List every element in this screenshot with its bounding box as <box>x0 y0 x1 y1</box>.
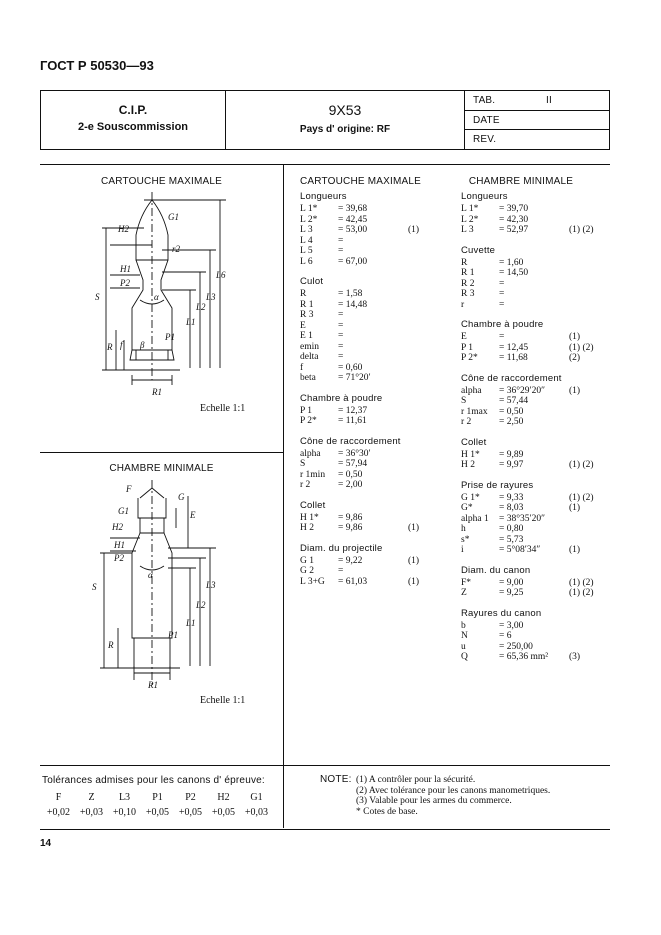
cartouche-group <box>300 276 450 384</box>
chambre-row <box>461 407 611 418</box>
chambre-row <box>461 258 611 269</box>
label-r2: r2 <box>172 244 181 254</box>
chambre-cell-n: E <box>461 332 467 342</box>
drawing-top-scale: Echelle 1:1 <box>200 403 246 414</box>
page-header: ГОСТ Р 50530—93 <box>40 58 154 73</box>
cartouche-row <box>300 310 450 321</box>
cartouche-row <box>300 566 450 577</box>
label-p1b: P1 <box>168 630 178 640</box>
chambre-cell-v: = 5°08′34″ <box>499 545 541 555</box>
cartouche-row <box>300 289 450 300</box>
chambre-cell-v: = 39,70 <box>499 204 529 214</box>
cartouche-cell-n: S <box>300 459 306 469</box>
label-sb: S <box>92 582 97 592</box>
cartouche-cell-v: = 57,94 <box>338 459 368 469</box>
drawing-bottom-scale: Echelle 1:1 <box>200 695 246 706</box>
chambre-row <box>461 353 611 364</box>
label-g1: G1 <box>168 212 179 222</box>
chambre-cell-note: (1) <box>569 503 581 513</box>
label-l2: L2 <box>196 302 206 312</box>
cartouche-row <box>300 470 450 481</box>
tolerance-header: P2 <box>185 792 196 803</box>
chambre-group <box>461 319 611 364</box>
chambre-cell-v: = 1,60 <box>499 257 524 268</box>
chambre-cell-note: (2) <box>569 353 581 363</box>
label-r1: R1 <box>152 387 162 397</box>
tolerance-value: +0,03 <box>79 807 104 818</box>
chambre-cell-v: = 9,00 <box>499 577 524 588</box>
chambre-row <box>461 524 611 535</box>
chambre-row <box>461 417 611 428</box>
chambre-row <box>461 514 611 525</box>
cartouche-cell-n: L 4 <box>300 235 313 246</box>
chambre-cell-v: = 6 <box>499 631 512 641</box>
chambre-cell-note: (1) <box>569 385 581 396</box>
chambre-row <box>461 503 611 514</box>
chambre-cell-n: S <box>461 396 467 406</box>
label-l1: L1 <box>186 317 196 327</box>
chambre-group <box>461 245 611 311</box>
notes-label: NOTE: <box>320 774 352 785</box>
chambre-cell-v: = 36°29′20″ <box>499 385 546 396</box>
chambre-cell-n: b <box>461 620 466 631</box>
chambre-cell-v: = 65,36 mm² <box>499 652 549 662</box>
label-h2: H2 <box>118 224 129 234</box>
tab-value: II <box>546 95 552 106</box>
chambre-cell-v: = 5,73 <box>499 534 524 545</box>
cartouche-cell-note: (1) <box>408 555 420 566</box>
chambre-cell-v: = <box>499 332 505 342</box>
tolerance-value: +0,05 <box>145 807 170 818</box>
cartouche-cell-n: H 1* <box>300 512 319 523</box>
chambre-cell-n: G 1* <box>461 492 480 503</box>
chambre-cell-n: P 1 <box>461 342 474 353</box>
label-l3b: L3 <box>206 580 216 590</box>
cartouche-group-title: Longueurs <box>300 191 347 202</box>
chambre-cell-n: r 2 <box>461 417 472 427</box>
cartouche-cell-n: L 3 <box>300 225 313 235</box>
commission-name: 2-e Souscommission <box>77 121 189 133</box>
chambre-row <box>461 386 611 397</box>
label-s: S <box>95 292 100 302</box>
cartouche-group <box>300 543 450 588</box>
cartouche-cell-n: R 3 <box>300 310 314 320</box>
cartouche-row <box>300 363 450 374</box>
chambre-group <box>461 437 611 471</box>
chambre-cell-v: = 11,68 <box>499 353 528 363</box>
label-l1b: L1 <box>186 618 196 628</box>
chambre-cell-n: R 3 <box>461 289 475 299</box>
chambre-cell-n: h <box>461 524 466 534</box>
chambre-cell-n: alpha 1 <box>461 513 489 524</box>
note-item: (3) Valable pour les armes du commerce. <box>356 796 512 806</box>
cartouche-row <box>300 236 450 247</box>
label-g1b: G1 <box>118 506 129 516</box>
chambre-cell-v: = 0,80 <box>499 524 524 534</box>
tolerance-header: Z <box>88 792 95 803</box>
chambre-cell-n: i <box>461 545 464 555</box>
cartouche-cell-v: = 71°20′ <box>338 373 371 383</box>
cartouche-cell-v: = <box>338 341 344 352</box>
chambre-row <box>461 642 611 653</box>
chambre-group <box>461 565 611 599</box>
tolerance-value: +0,02 <box>46 807 71 818</box>
chambre-row <box>461 460 611 471</box>
label-h2b: H2 <box>112 522 123 532</box>
cartouche-cell-n: emin <box>300 341 319 352</box>
chambre-row <box>461 545 611 556</box>
chambre-row <box>461 578 611 589</box>
label-p2b: P2 <box>114 553 124 563</box>
chambre-cell-n: r 1max <box>461 406 488 417</box>
chambre-row <box>461 631 611 642</box>
chambre-cell-n: P 2* <box>461 353 478 363</box>
origin: Pays d' origine: RF <box>299 124 391 135</box>
cartouche-cell-n: R 1 <box>300 299 314 310</box>
chambre-cell-note: (1) (2) <box>569 492 594 503</box>
label-r1b: R1 <box>148 680 158 690</box>
cartouche-cell-v: = <box>338 320 344 331</box>
chambre-cell-v: = <box>499 278 505 289</box>
cartouche-cell-v: = 36°30′ <box>338 448 371 459</box>
tab-label: TAB. <box>473 95 496 106</box>
drawing-bottom-title: CHAMBRE MINIMALE <box>109 463 214 474</box>
label-E: E <box>190 510 196 520</box>
label-l3: L3 <box>206 292 216 302</box>
chambre-group-title: Cône de raccordement <box>461 372 562 384</box>
label-G: G <box>178 492 185 502</box>
chambre-cell-n: F* <box>461 577 472 588</box>
cartouche-cell-n: r 1min <box>300 469 326 480</box>
chambre-row <box>461 621 611 632</box>
chambre-cell-n: G* <box>461 503 473 513</box>
title-block <box>40 90 610 150</box>
cartouche-row <box>300 331 450 342</box>
chambre-cell-n: Q <box>461 652 468 662</box>
cartouche-section <box>300 176 450 587</box>
cartouche-row <box>300 459 450 470</box>
chambre-cell-v: = 38°35′20″ <box>499 513 546 524</box>
cartouche-row <box>300 342 450 353</box>
chambre-row <box>461 450 611 461</box>
cartouche-cell-v: = 0,50 <box>338 469 363 480</box>
cartouche-row <box>300 406 450 417</box>
chambre-cell-v: = 3,00 <box>499 620 524 631</box>
cartouche-row <box>300 215 450 226</box>
cartouche-cell-v: = 14,48 <box>338 299 368 310</box>
chambre-cell-v: = 9,33 <box>499 492 524 503</box>
label-l2b: L2 <box>196 600 206 610</box>
chambre-cell-v: = <box>499 289 505 299</box>
cartouche-group-title: Cône de raccordement <box>300 435 401 447</box>
chambre-cell-v: = 12,45 <box>499 342 529 353</box>
cartouche-cell-n: delta <box>300 352 319 362</box>
notes <box>320 775 610 817</box>
tolerance-header: F <box>55 792 62 803</box>
chambre-row <box>461 652 611 663</box>
chambre-row <box>461 332 611 343</box>
cartouche-row <box>300 225 450 236</box>
chambre-cell-v: = <box>499 299 505 310</box>
cartouche-cell-n: r 2 <box>300 480 311 490</box>
chambre-cell-n: alpha <box>461 385 482 396</box>
chambre-cell-n: H 1* <box>461 449 480 460</box>
chambre-row <box>461 215 611 226</box>
chambre-cell-v: = 2,50 <box>499 417 524 427</box>
chambre-cell-note: (1) <box>569 332 581 342</box>
chambre-group <box>461 480 611 556</box>
cartouche-cell-n: L 2* <box>300 214 318 225</box>
cartouche-cell-v: = 9,86 <box>338 512 363 523</box>
chambre-group-title: Diam. du canon <box>461 564 531 576</box>
cartouche-cell-n: G 2 <box>300 566 314 576</box>
notes-list <box>356 775 550 817</box>
cartouche-cell-n: f <box>300 362 304 373</box>
chambre-row <box>461 225 611 236</box>
chambre-group-title: Chambre à poudre <box>461 319 544 330</box>
label-r: R <box>107 342 113 352</box>
cartouche-group <box>300 191 450 267</box>
chambre-group <box>461 373 611 428</box>
chambre-cell-n: N <box>461 631 468 641</box>
chambre-group-title: Cuvette <box>461 244 496 256</box>
chambre-cell-v: = 9,25 <box>499 588 524 598</box>
chambre-row <box>461 279 611 290</box>
cartouche-row <box>300 352 450 363</box>
chambre-row <box>461 343 611 354</box>
cartouche-group <box>300 436 450 491</box>
chambre-cell-v: = 57,44 <box>499 396 529 406</box>
cartouche-row <box>300 373 450 384</box>
label-f: f <box>120 340 123 350</box>
cartouche-cell-v: = 9,22 <box>338 555 363 566</box>
chambre-cell-n: R 1 <box>461 268 475 278</box>
cartouche-row <box>300 204 450 215</box>
chambre-cell-v: = 42,30 <box>499 214 529 225</box>
cartouche-title: CARTOUCHE MAXIMALE <box>300 176 422 187</box>
cartouche-cell-n: L 1* <box>300 204 318 214</box>
cartridge-drawing <box>40 190 283 400</box>
chamber-drawing <box>40 478 283 698</box>
cartouche-cell-n: G 1 <box>300 555 314 566</box>
cartouche-cell-note: (1) <box>408 576 420 587</box>
label-h1b: H1 <box>114 540 125 550</box>
cartouche-cell-n: E <box>300 320 306 331</box>
chambre-cell-note: (1) <box>569 545 581 555</box>
cartouche-cell-n: L 3+G <box>300 576 325 587</box>
chambre-cell-note: (1) (2) <box>569 588 594 598</box>
chambre-cell-v: = 8,03 <box>499 503 524 513</box>
cartouche-row <box>300 416 450 427</box>
cartouche-cell-n: P 2* <box>300 416 317 426</box>
cartouche-row <box>300 449 450 460</box>
chambre-cell-n: r <box>461 299 465 310</box>
tolerance-value: +0,05 <box>178 807 203 818</box>
chambre-row <box>461 268 611 279</box>
cartouche-cell-n: alpha <box>300 448 321 459</box>
chambre-section <box>461 176 611 663</box>
chambre-group-title: Prise de rayures <box>461 479 534 491</box>
cartouche-cell-v: = <box>338 235 344 246</box>
cartouche-row <box>300 300 450 311</box>
cartouche-cell-v: = <box>338 566 344 576</box>
chambre-cell-note: (1) (2) <box>569 460 594 470</box>
cartouche-groups <box>300 191 450 587</box>
cartouche-cell-n: E 1 <box>300 331 313 341</box>
chambre-cell-v: = 250,00 <box>499 641 533 652</box>
cartouche-cell-v: = 1,58 <box>338 289 363 299</box>
rev-label: REV. <box>473 134 497 145</box>
cartouche-row <box>300 577 450 588</box>
chambre-cell-v: = 52,97 <box>499 225 529 235</box>
cartouche-cell-v: = 2,00 <box>338 480 363 490</box>
cartouche-row <box>300 523 450 534</box>
chambre-cell-n: L 1* <box>461 204 479 214</box>
cartouche-cell-n: H 2 <box>300 523 314 533</box>
chambre-cell-note: (1) (2) <box>569 577 594 588</box>
cartouche-group-title: Chambre à poudre <box>300 392 383 404</box>
cartouche-group <box>300 393 450 427</box>
tolerances-title: Tolérances admises pour les canons d' épreuve: <box>42 775 265 786</box>
label-l6: L6 <box>216 270 226 280</box>
cartouche-cell-n: P 1 <box>300 405 313 416</box>
label-alpha: α <box>154 292 159 302</box>
cartouche-row <box>300 257 450 268</box>
chambre-row <box>461 535 611 546</box>
tolerances-values <box>42 807 282 818</box>
chambre-cell-v: = 9,97 <box>499 460 524 470</box>
tolerance-header: H2 <box>217 792 230 803</box>
cartouche-row <box>300 480 450 491</box>
label-h1: H1 <box>120 264 131 274</box>
cartouche-group-title: Collet <box>300 499 326 511</box>
drawing-top-title: CARTOUCHE MAXIMALE <box>100 176 223 187</box>
chambre-cell-n: L 3 <box>461 225 474 235</box>
chambre-cell-n: Z <box>461 588 467 598</box>
tolerance-value: +0,05 <box>211 807 236 818</box>
tolerance-value: +0,10 <box>112 807 137 818</box>
cartouche-cell-v: = 0,60 <box>338 362 363 373</box>
chambre-group-title: Longueurs <box>461 191 508 202</box>
chambre-row <box>461 396 611 407</box>
cartouche-cell-n: beta <box>300 373 316 383</box>
chambre-group <box>461 608 611 663</box>
chambre-row <box>461 289 611 300</box>
chambre-cell-n: R <box>461 257 468 268</box>
cartouche-cell-note: (1) <box>408 523 420 533</box>
chambre-cell-n: L 2* <box>461 214 479 225</box>
cartouche-row <box>300 321 450 332</box>
chambre-cell-n: H 2 <box>461 460 475 470</box>
cartouche-cell-v: = 9,86 <box>338 523 363 533</box>
label-alphab: α <box>148 570 153 580</box>
chambre-cell-note: (1) (2) <box>569 225 594 235</box>
tolerances-headers <box>42 792 282 803</box>
chambre-group-title: Collet <box>461 436 487 448</box>
cartouche-cell-v: = <box>338 310 344 320</box>
cartouche-cell-n: L 6 <box>300 256 313 267</box>
cartouche-cell-n: R <box>300 289 307 299</box>
chambre-cell-n: u <box>461 641 466 652</box>
chambre-cell-note: (1) (2) <box>569 342 594 353</box>
chambre-title: CHAMBRE MINIMALE <box>468 176 574 187</box>
cartouche-cell-v: = 39,68 <box>338 204 368 214</box>
chambre-cell-v: = 0,50 <box>499 406 524 417</box>
cartouche-cell-v: = <box>338 246 344 256</box>
chambre-row <box>461 300 611 311</box>
note-item: (2) Avec tolérance pour les canons manometriques. <box>356 785 551 796</box>
tolerance-header: P1 <box>152 792 163 803</box>
cartouche-row <box>300 556 450 567</box>
cartouche-cell-v: = 42,45 <box>338 214 368 225</box>
chambre-cell-n: R 2 <box>461 278 475 289</box>
cartouche-cell-v: = 53,00 <box>338 225 368 235</box>
label-rb: R <box>108 640 114 650</box>
label-F: F <box>126 484 132 494</box>
tolerances <box>42 775 282 818</box>
label-p1: P1 <box>165 332 175 342</box>
cartouche-cell-n: L 5 <box>300 246 313 256</box>
cartouche-cell-v: = <box>338 331 344 341</box>
cartouche-group-title: Culot <box>300 276 324 287</box>
cartouche-cell-v: = 61,03 <box>338 576 368 587</box>
chambre-cell-note: (3) <box>569 652 581 662</box>
org-name: C.I.P. <box>118 103 148 117</box>
note-item: (1) A contrôler pour la sécurité. <box>356 775 476 785</box>
chambre-groups <box>461 191 611 663</box>
cartouche-group-title: Diam. du projectile <box>300 542 383 554</box>
cartouche-group <box>300 500 450 534</box>
cartouche-cell-v: = <box>338 352 344 362</box>
chambre-group <box>461 191 611 236</box>
chambre-row <box>461 493 611 504</box>
chambre-cell-v: = 14,50 <box>499 268 529 278</box>
cartouche-row <box>300 513 450 524</box>
cartouche-cell-v: = 11,61 <box>338 416 367 426</box>
chambre-cell-n: s* <box>461 534 470 545</box>
cartouche-row <box>300 246 450 257</box>
tolerance-header: G1 <box>250 792 263 803</box>
tolerance-header: L3 <box>118 792 131 803</box>
chambre-row <box>461 588 611 599</box>
note-item: * Cotes de base. <box>356 806 418 817</box>
chambre-group-title: Rayures du canon <box>461 607 542 619</box>
cartouche-cell-v: = 67,00 <box>338 256 368 267</box>
label-p2: P2 <box>120 278 130 288</box>
caliber: 9X53 <box>328 102 362 118</box>
cartouche-cell-note: (1) <box>408 225 420 235</box>
tolerance-value: +0,03 <box>244 807 269 818</box>
date-label: DATE <box>473 115 500 126</box>
page-number: 14 <box>40 838 52 849</box>
label-beta: β <box>140 340 145 350</box>
cartouche-cell-v: = 12,37 <box>338 405 368 416</box>
chambre-row <box>461 204 611 215</box>
chambre-cell-v: = 9,89 <box>499 449 524 460</box>
